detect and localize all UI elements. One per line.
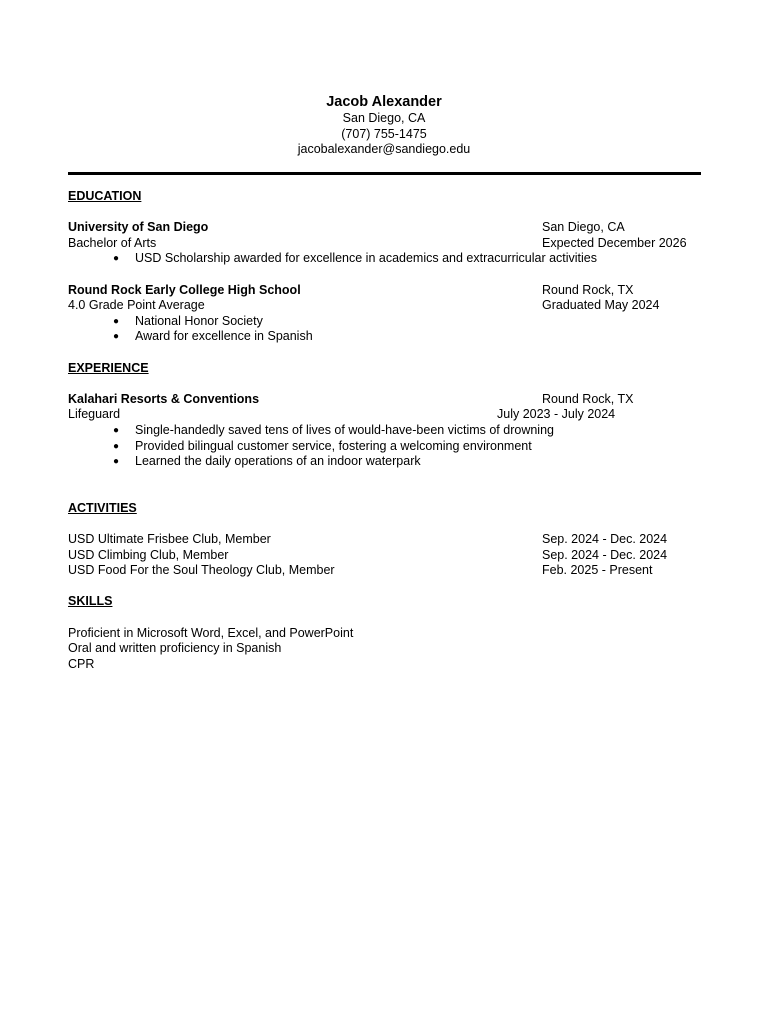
activity-row — [68, 532, 701, 548]
education-entry — [68, 220, 701, 267]
header-divider — [68, 172, 701, 175]
activity-name: USD Food For the Soul Theology Club, Member — [68, 563, 335, 578]
company-location: Round Rock, TX — [542, 391, 634, 406]
list-item: ● Learned the daily operations of an indoor waterpark — [113, 454, 421, 469]
skills-heading: SKILLS — [68, 594, 113, 609]
bullet-icon: ● — [113, 253, 120, 265]
bullet-icon: ● — [113, 315, 120, 327]
skill-item: Proficient in Microsoft Word, Excel, and PowerPoint — [68, 625, 354, 640]
school-name: University of San Diego — [68, 220, 209, 235]
candidate-name: Jacob Alexander — [326, 94, 442, 110]
experience-entry — [68, 392, 701, 470]
company-name: Kalahari Resorts & Conventions — [68, 391, 260, 406]
school-name: Round Rock Early College High School — [68, 282, 301, 297]
education-date: Expected December 2026 — [542, 235, 687, 250]
job-role: Lifeguard — [68, 407, 121, 422]
bullet-icon: ● — [113, 331, 120, 343]
bullet-icon: ● — [113, 424, 120, 436]
list-item: ● National Honor Society — [113, 313, 263, 328]
education-date: Graduated May 2024 — [542, 298, 660, 313]
skill-item: Oral and written proficiency in Spanish — [68, 641, 282, 656]
job-date: July 2023 - July 2024 — [497, 407, 616, 422]
experience-heading: EXPERIENCE — [68, 360, 149, 375]
list-item: ● Single-handedly saved tens of lives of would-have-been victims of drowning — [113, 422, 554, 437]
resume-header — [0, 93, 768, 158]
candidate-phone: (707) 755-1475 — [341, 126, 427, 141]
activity-date: Sep. 2024 - Dec. 2024 — [542, 547, 668, 562]
skill-item: CPR — [68, 656, 95, 671]
education-heading: EDUCATION — [68, 189, 142, 203]
school-location: Round Rock, TX — [542, 282, 634, 297]
activity-row — [68, 548, 701, 564]
list-item: ● Provided bilingual customer service, fostering a welcoming environment — [113, 438, 532, 453]
bullet-icon: ● — [113, 456, 120, 468]
candidate-location: San Diego, CA — [342, 111, 426, 125]
activity-name: USD Climbing Club, Member — [68, 547, 229, 562]
resume-body — [68, 189, 701, 672]
degree: Bachelor of Arts — [68, 235, 157, 250]
candidate-email[interactable]: jacobalexander@sandiego.edu — [297, 142, 471, 157]
school-location: San Diego, CA — [542, 220, 625, 235]
education-entry — [68, 283, 701, 345]
activity-date: Feb. 2025 - Present — [542, 563, 653, 578]
gpa: 4.0 Grade Point Average — [68, 298, 205, 313]
bullet-icon: ● — [113, 440, 120, 452]
activity-name: USD Ultimate Frisbee Club, Member — [68, 532, 271, 547]
list-item: ● USD Scholarship awarded for excellence in academics and extracurricular activities — [113, 251, 598, 266]
activity-date: Sep. 2024 - Dec. 2024 — [542, 532, 668, 547]
activities-heading: ACTIVITIES — [68, 500, 137, 515]
list-item: ● Award for excellence in Spanish — [113, 329, 313, 344]
activity-row — [68, 563, 701, 579]
